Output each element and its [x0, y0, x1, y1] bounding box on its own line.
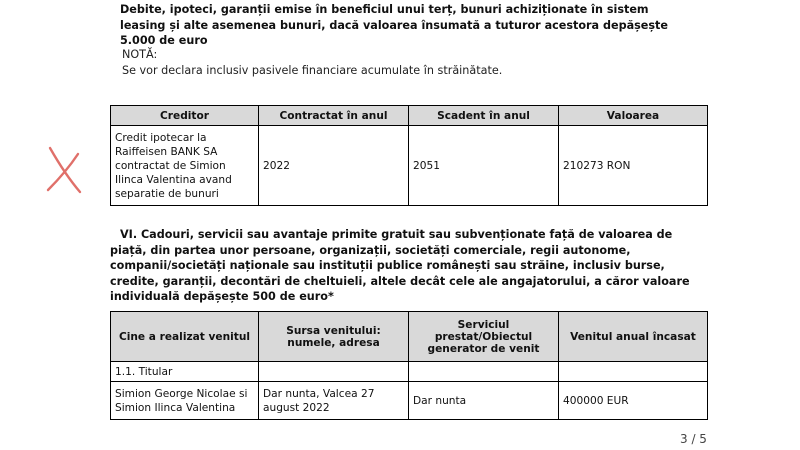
empty-cell — [559, 362, 708, 382]
col-header-source: Sursa venitului: numele, adresa — [259, 312, 409, 362]
gifts-paragraph: VI. Cadouri, servicii sau avantaje primite gratuit sau subvenționate față de valoarea de piață, din partea unor persoane, organizații, societăți comerciale, regii autonome, companii/societăți naționale sau instituții publice românești sau străine, inclusiv burse, credite, garanții, decontări de cheltuieli, altele decât cele ale angajatorului, a căror valoare individuală depășește 500 de euro* — [110, 228, 690, 304]
section-titular: 1.1. Titular — [111, 362, 259, 382]
col-header-contracted: Contractat în anul — [259, 106, 409, 126]
col-header-income: Venitul anual încasat — [559, 312, 708, 362]
cell-contracted: 2022 — [259, 126, 409, 206]
page-indicator: 3 / 5 — [680, 432, 707, 446]
table-section-row — [111, 362, 708, 382]
empty-cell — [409, 362, 559, 382]
gifts-table-header — [111, 312, 708, 362]
table-row — [111, 126, 708, 206]
empty-cell — [259, 362, 409, 382]
debts-table-header — [111, 106, 708, 126]
cell-value: 210273 RON — [559, 126, 708, 206]
cell-source: Dar nunta, Valcea 27 august 2022 — [259, 382, 409, 420]
col-header-due: Scadent în anul — [409, 106, 559, 126]
handwritten-x-mark — [44, 144, 84, 196]
cell-service: Dar nunta — [409, 382, 559, 420]
cell-due: 2051 — [409, 126, 559, 206]
col-header-who: Cine a realizat venitul — [111, 312, 259, 362]
cell-income: 400000 EUR — [559, 382, 708, 420]
col-header-creditor: Creditor — [111, 106, 259, 126]
cell-who: Simion George Nicolae si Simion Ilinca Valentina — [111, 382, 259, 420]
note-title: NOTĂ: — [122, 48, 158, 61]
cell-creditor: Credit ipotecar la Raiffeisen BANK SA contractat de Simion Ilinca Valentina avand separatie de bunuri — [111, 126, 259, 206]
debts-table — [110, 105, 708, 206]
right-viewer-gutter — [716, 0, 800, 450]
col-header-service: Serviciul prestat/Obiectul generator de venit — [409, 312, 559, 362]
debts-paragraph: Debite, ipoteci, garanții emise în beneficiul unui terț, bunuri achiziționate în sistem leasing și alte asemenea bunuri, dacă valoarea însumată a tuturor acestora depășește 5.000 de euro — [120, 3, 668, 48]
gifts-table — [110, 311, 708, 420]
col-header-value: Valoarea — [559, 106, 708, 126]
table-row — [111, 382, 708, 420]
document-page — [84, 0, 716, 450]
left-viewer-gutter — [0, 0, 84, 450]
note-text: Se vor declara inclusiv pasivele financiare acumulate în străinătate. — [122, 64, 503, 77]
